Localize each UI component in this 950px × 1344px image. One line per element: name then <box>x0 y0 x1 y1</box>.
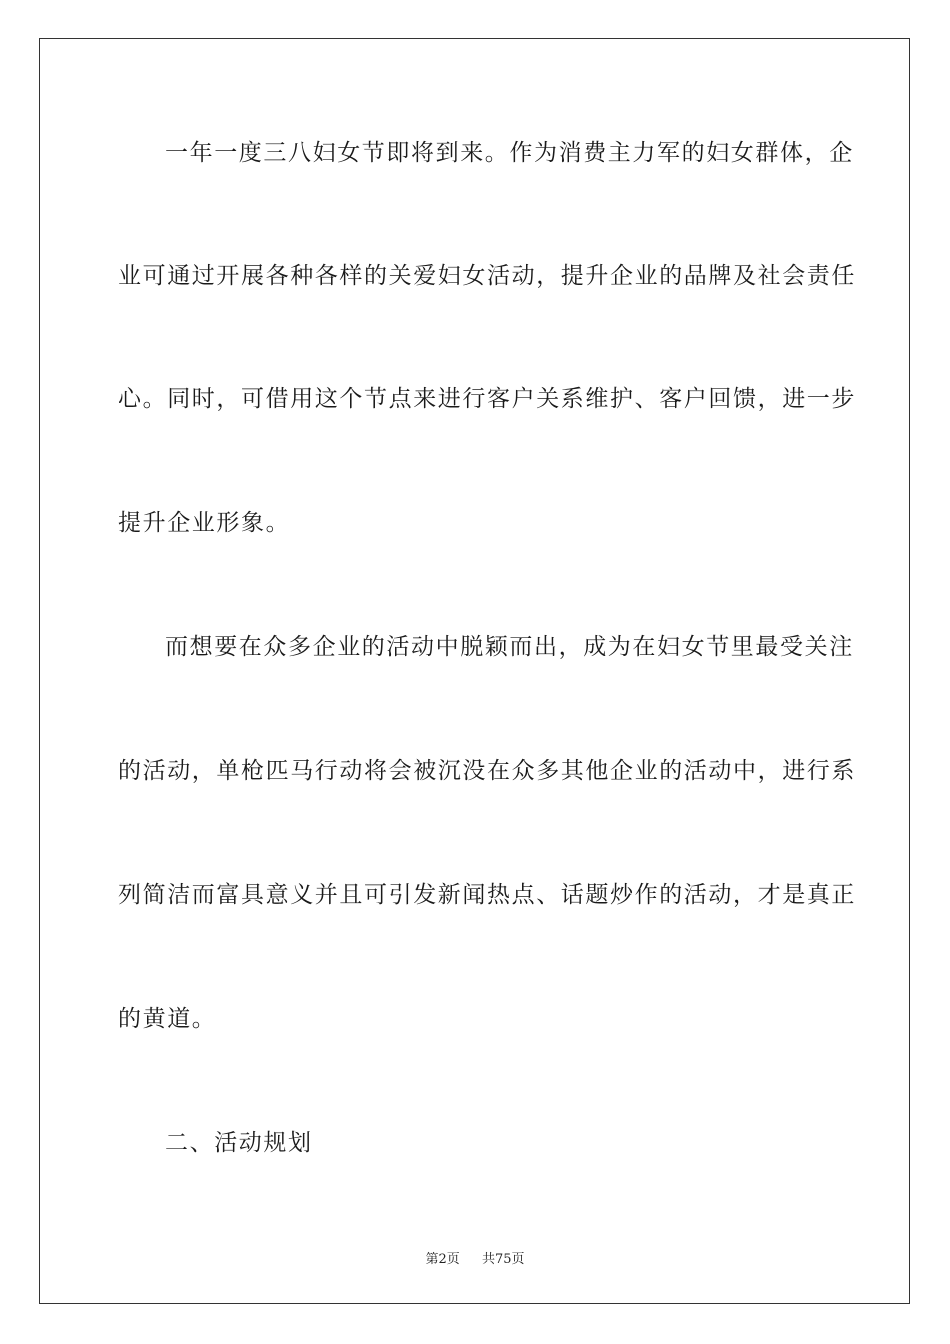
page-number: 第2页 <box>425 1252 460 1267</box>
section-heading: 二、活动规划 <box>165 1130 313 1156</box>
paragraph-2-line-3: 列简洁而富具意义并且可引发新闻热点、话题炒作的活动，才是真正 <box>118 882 856 908</box>
paragraph-2-line-4: 的黄道。 <box>118 1006 217 1032</box>
page-total: 共75页 <box>482 1252 525 1267</box>
page-footer <box>0 1248 950 1267</box>
paragraph-1-line-3: 心。同时，可借用这个节点来进行客户关系维护、客户回馈，进一步 <box>118 386 856 412</box>
paragraph-1-line-4: 提升企业形象。 <box>118 510 291 536</box>
paragraph-1-line-1: 一年一度三八妇女节即将到来。作为消费主力军的妇女群体，企 <box>165 140 854 166</box>
paragraph-2-line-2: 的活动，单枪匹马行动将会被沉没在众多其他企业的活动中，进行系 <box>118 758 856 784</box>
paragraph-1-line-2: 业可通过开展各种各样的关爱妇女活动，提升企业的品牌及社会责任 <box>118 263 856 289</box>
paragraph-2-line-1: 而想要在众多企业的活动中脱颖而出，成为在妇女节里最受关注 <box>165 634 854 660</box>
page-frame <box>39 38 910 1304</box>
